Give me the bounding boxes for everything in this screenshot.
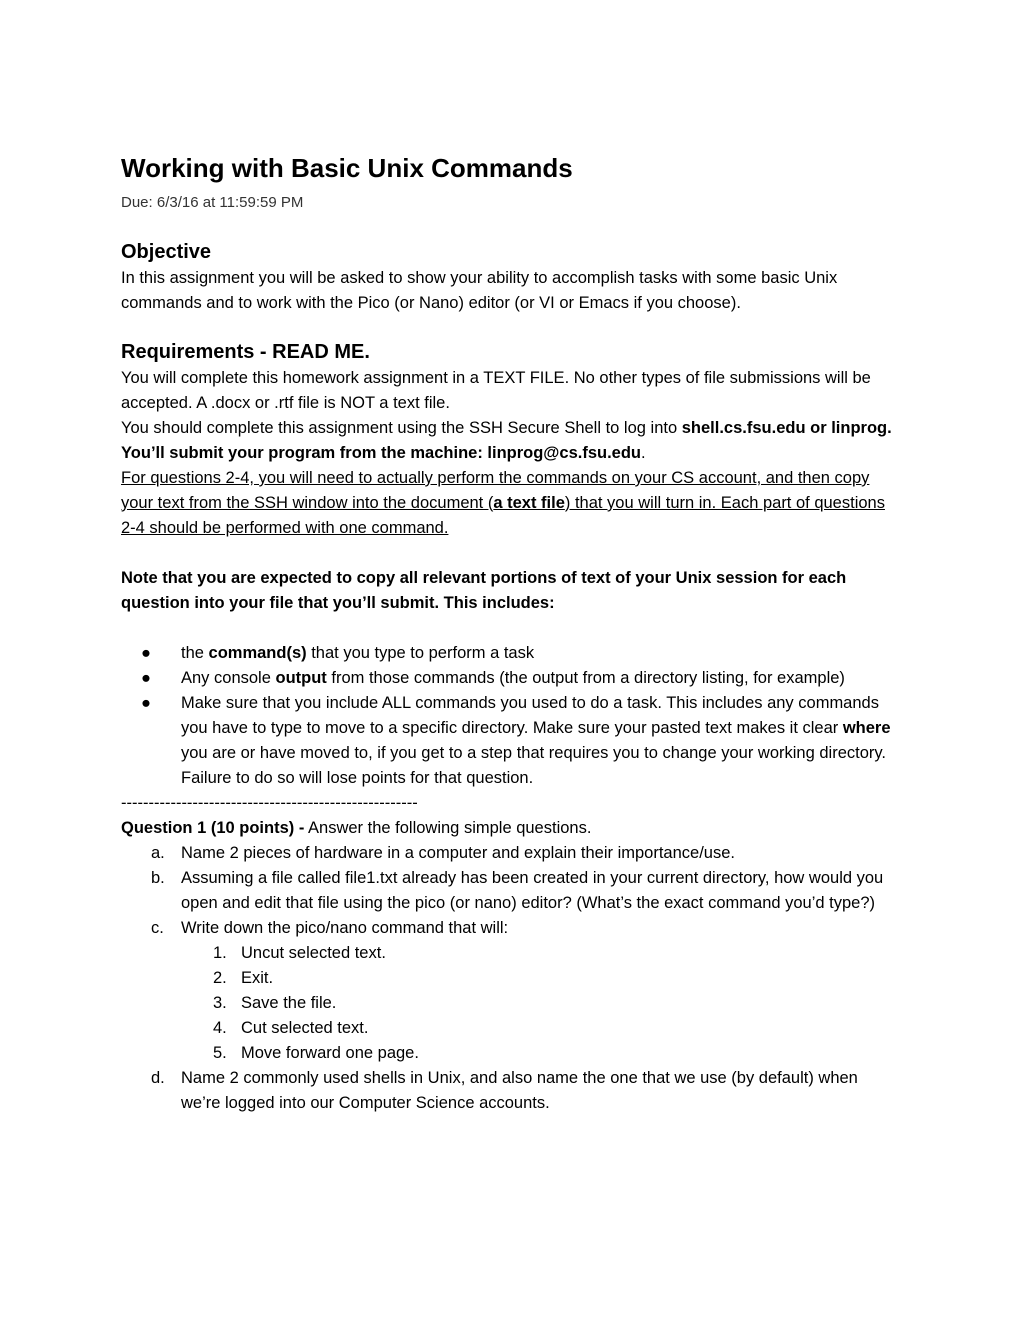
bullet-icon: ● (141, 694, 151, 712)
pico-commands-list (181, 941, 901, 1066)
list-item: 2. Exit. (213, 969, 274, 987)
question1-list (121, 841, 901, 1116)
document-title: Working with Basic Unix Commands (121, 153, 573, 183)
list-item: ● the command(s) that you type to perform a task (121, 641, 901, 666)
include-list (121, 641, 901, 791)
list-item: 1. Uncut selected text. (213, 944, 386, 962)
requirements-ssh: You should complete this assignment using the SSH Secure Shell to log into shell.cs.fsu.edu or linprog. You’ll submit your program from the machine: linprog@cs.fsu.edu. (121, 419, 892, 462)
list-item: 5. Move forward one page. (213, 1044, 419, 1062)
list-item: c. Write down the pico/nano command that will: 1. Uncut selected text. 2. Exit. 3. Save the file. 4. Cut selected text. 5. Move forward one page. (121, 916, 901, 1066)
host-name: shell.cs.fsu.edu or linprog. You’ll submit your program from the machine: linprog@cs.fsu.edu (121, 419, 892, 462)
list-item: ● Any console output from those commands (the output from a directory listing, for example) (121, 666, 901, 691)
list-item: a. Name 2 pieces of hardware in a computer and explain their importance/use. (151, 844, 735, 862)
list-item: d. Name 2 commonly used shells in Unix, and also name the one that we use (by default) when we’re logged into our Computer Science accounts. (151, 1069, 858, 1112)
list-item: 4. Cut selected text. (213, 1019, 369, 1037)
copy-note: Note that you are expected to copy all relevant portions of text of your Unix session for each question into your file that you’ll submit. This includes: (121, 569, 847, 612)
requirements-heading: Requirements - READ ME. (121, 341, 370, 363)
separator-line: ------------------------------------------------------ (121, 794, 418, 812)
requirements-commands-note: For questions 2-4, you will need to actually perform the commands on your CS account, and then copy your text from the SSH window into the document (a text file) that you will turn in. Each part of questions 2-4 should be performed with one command. (121, 469, 885, 537)
list-item: b. Assuming a file called file1.txt already has been created in your current directory, how would you open and edit that file using the pico (or nano) editor? (What’s the exact command you’d type?) (151, 869, 884, 912)
list-item: 3. Save the file. (213, 994, 337, 1012)
question1-heading: Question 1 (10 points) - Answer the following simple questions. (121, 819, 592, 837)
bullet-icon: ● (141, 644, 151, 662)
document-page (121, 150, 901, 1116)
objective-text: In this assignment you will be asked to show your ability to accomplish tasks with some basic Unix commands and to work with the Pico (or Nano) editor (or VI or Emacs if you choose). (121, 269, 838, 312)
requirements-text-file: You will complete this homework assignment in a TEXT FILE. No other types of file submissions will be accepted. A .docx or .rtf file is NOT a text file. (121, 369, 871, 412)
due-date: Due: 6/3/16 at 11:59:59 PM (121, 194, 304, 211)
bullet-icon: ● (141, 669, 151, 687)
objective-heading: Objective (121, 241, 212, 263)
list-item: ● Make sure that you include ALL commands you used to do a task. This includes any commands you have to type to move to a specific directory. Make sure your pasted text makes it clear where you are or have moved to, if you get to a step that requires you to change your working directory. Failure to do so will lose points for that question. (121, 691, 901, 791)
